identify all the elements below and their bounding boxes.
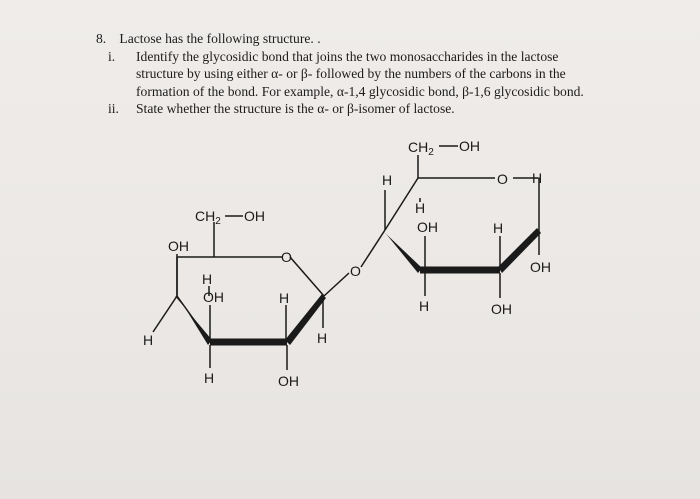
right-c3-oh-label: OH [417, 219, 438, 235]
left-c2-h-label: H [279, 290, 290, 306]
left-c4-h-label: H [143, 332, 154, 348]
right-ring-oxygen: O [497, 171, 508, 187]
left-c4-h-bond [153, 296, 177, 332]
left-ring-o-c1-bond [290, 257, 324, 296]
right-ch2-oh-label: OH [459, 138, 480, 154]
right-c2-oh-label: OH [491, 301, 512, 317]
right-c4-h-label: H [382, 172, 393, 188]
right-c3-h-bottom-label: H [419, 298, 430, 314]
right-ch2-text: CH [408, 139, 429, 155]
part-i-number: i. [108, 48, 116, 64]
part-ii-line-1: State whether the structure is the α- or β-isomer of lactose. [136, 101, 455, 116]
left-c3-h-bottom-label: H [204, 370, 215, 386]
left-c1-h-label: H [317, 330, 328, 346]
left-c3-h-top-label: H [202, 271, 213, 287]
question-number: 8. [96, 31, 107, 46]
left-ch2-label [195, 208, 221, 227]
left-c3-oh-label: OH [203, 289, 224, 305]
left-c2-oh-label: OH [278, 373, 299, 389]
right-anomeric-oh-label: OH [530, 259, 551, 275]
glycosidic-bond-right [361, 230, 385, 267]
question-intro: Lactose has the following structure. . [119, 31, 321, 46]
right-ch2-subscript: 2 [428, 147, 434, 158]
right-ch2-label [408, 139, 434, 158]
glycosidic-bond-left [324, 273, 349, 296]
part-i-line-3: formation of the bond. For example, α-1,4 glycosidic bond, β-1,6 glycosidic bond. [136, 83, 584, 99]
part-i-line-1: Identify the glycosidic bond that joins the two monosaccharides in the lactose [136, 48, 559, 64]
right-c2-h-label: H [493, 220, 504, 236]
left-ring-oxygen: O [281, 249, 292, 265]
right-anomeric-h-label: H [532, 170, 543, 186]
left-ch2-text: CH [195, 208, 216, 224]
glycosidic-oxygen: O [350, 263, 361, 279]
left-ch2-oh-label: OH [244, 208, 265, 224]
part-ii-number: ii. [108, 101, 119, 116]
right-c3-h-label: H [415, 200, 426, 216]
left-ch2-subscript: 2 [215, 216, 221, 227]
right-ring-front-left-wedge [383, 231, 422, 273]
part-i-line-2: structure by using either α- or β- followed by the numbers of the carbons in the [136, 66, 566, 81]
left-c4-oh-label: OH [168, 238, 189, 254]
